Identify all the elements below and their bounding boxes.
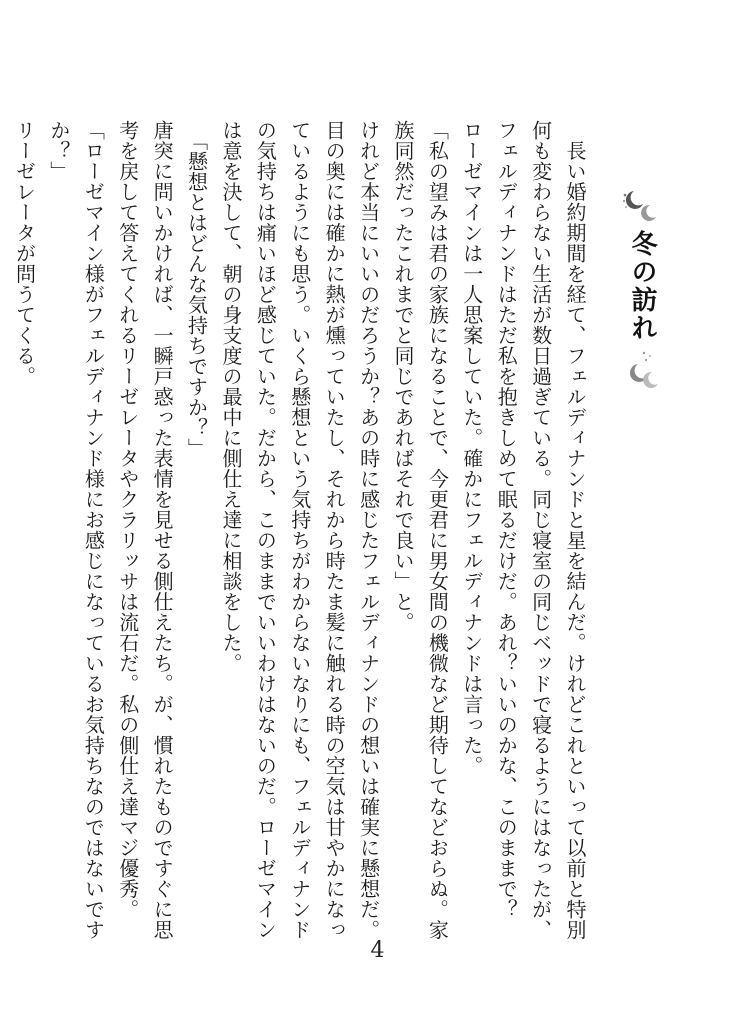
text-line: ローゼマインは一人思案していた。確かにフェルディナンドは言った。 <box>459 120 484 776</box>
text-line: 「ローゼマイン様がフェルディナンド様にお感じになっているお気持ちなのではないです <box>81 120 106 940</box>
page-number: 4 <box>370 938 385 963</box>
text-line: けれど本当にいいのだろうか？あの時に感じたフェルディナンドの想いは確実に懸想だ。 <box>356 120 381 940</box>
text-line: 考を戻して答えてくれるリーゼレータやクラリッサは流石だ。私の側仕え達マジ優秀。 <box>115 120 140 920</box>
chapter-title: 冬の訪れ <box>627 230 657 342</box>
text-line: フェルディナンドはただ私を抱きしめて眠るだけだ。あれ？いいのかな、このままで？ <box>494 120 519 920</box>
text-line: の気持ちは痛いほど感じていた。だから、このままでいいわけはないのだ。ローゼマイン <box>253 120 278 940</box>
text-line: か？」 <box>46 120 71 182</box>
text-line: 何も変わらない生活が数日過ぎている。同じ寝室の同じベッドで寝るようにはなったが、 <box>528 120 553 940</box>
moon-stars-icon <box>620 185 660 225</box>
chapter-heading <box>612 185 672 415</box>
text-line: ているようにも思う。いくら懸想という気持ちがわからないなりにも、フェルディナンド <box>287 120 312 940</box>
text-line: 「懸想とはどんな気持ちですか？」 <box>184 120 209 459</box>
text-line: リーゼレータが問うてくる。 <box>12 120 37 387</box>
text-line: 族同然だったこれまでと同じであればそれで良い」と。 <box>390 120 415 633</box>
text-line: 長い婚約期間を経て、フェルディナンドと星を結んだ。けれどこれといって以前と特別 <box>563 120 587 940</box>
text-line: 目の奥には確かに熱が燻っていたし、それから時たま髪に触れる時の空気は甘やかになっ <box>322 120 347 940</box>
body-text <box>12 120 592 940</box>
text-line: 「私の望みは君の家族になることで、今更君に男女間の機微など期待してなどおらぬ。家 <box>425 120 450 940</box>
moon-stars-icon <box>624 350 664 390</box>
text-line: は意を決して、朝の身支度の最中に側仕え達に相談をした。 <box>218 120 243 674</box>
text-line: 唐突に問いかければ、一瞬戸惑った表情を見せる側仕えたち。が、慣れたものですぐに思 <box>150 120 175 940</box>
